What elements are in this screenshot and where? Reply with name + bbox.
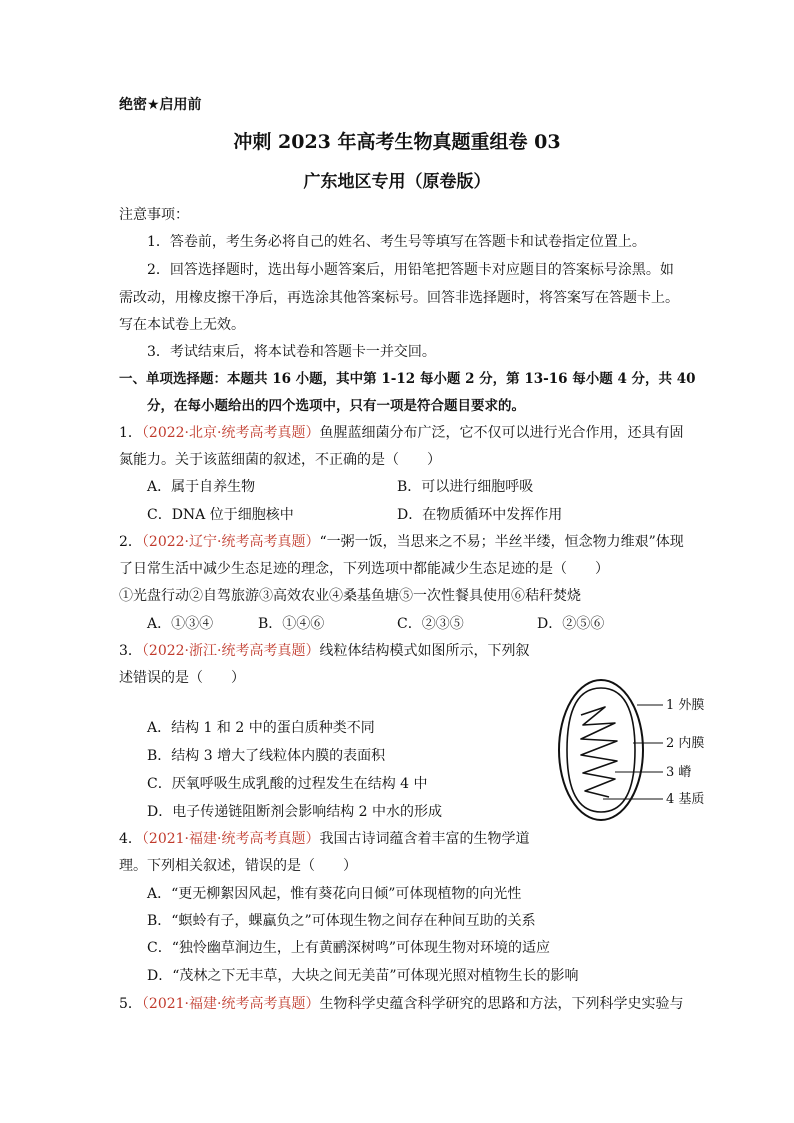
question-number: 2． (119, 534, 142, 550)
question-4-line-2: 理。下列相关叙述，错误的是（ ） (119, 858, 357, 874)
question-stem: 线粒体结构模式如图所示，下列叙 (319, 643, 530, 659)
question-number: 1． (119, 425, 142, 441)
q4-option-b: B．“螟蛉有子，蜾蠃负之”可体现生物之间存在种间互助的关系 (147, 913, 536, 929)
label-matrix: 4 基质 (666, 792, 705, 807)
note-item-1: 1．答卷前，考生务必将自己的姓名、考生号等填写在答题卡和试卷指定位置上。 (147, 234, 646, 250)
question-1-line-1 (119, 423, 683, 443)
question-stem: 鱼腥蓝细菌分布广泛，它不仅可以进行光合作用，还具有固 (319, 425, 684, 441)
question-1-line-2: 氮能力。关于该蓝细菌的叙述，不正确的是（ ） (119, 452, 441, 468)
question-number: 3． (119, 643, 142, 659)
question-source: （2021·福建·统考高考真题） (141, 996, 320, 1012)
q4-option-d: D．“茂林之下无丰草，大块之间无美苗”可体现光照对植物生长的影响 (147, 968, 579, 984)
q1-option-d: D．在物质循环中发挥作用 (397, 507, 563, 523)
q2-option-d: D．②⑤⑥ (537, 616, 605, 632)
q2-option-b: B．①④⑥ (258, 616, 325, 632)
question-number: 5． (119, 996, 142, 1012)
note-item-2-line-1: 2．回答选择题时，选出每小题答案后，用铅笔把答题卡对应题目的答案标号涂黑。如 (147, 262, 674, 278)
question-number: 4． (119, 831, 142, 847)
q3-option-b: B．结构 3 增大了线粒体内膜的表面积 (147, 748, 386, 764)
question-source: （2022·北京·统考高考真题） (141, 425, 320, 441)
question-source: （2021·福建·统考高考真题） (141, 831, 320, 847)
question-2-line-3: ①光盘行动②自驾旅游③高效农业④桑基鱼塘⑤一次性餐具使用⑥秸秆焚烧 (119, 588, 581, 604)
question-stem: 生物科学史蕴含科学研究的思路和方法，下列科学史实验与 (319, 996, 684, 1012)
question-source: （2022·辽宁·统考高考真题） (141, 534, 320, 550)
question-5-line-1 (119, 994, 683, 1014)
q3-option-d: D．电子传递链阻断剂会影响结构 2 中水的形成 (147, 804, 443, 820)
q2-option-c: C．②③⑤ (397, 616, 464, 632)
q2-option-a: A．①③④ (147, 616, 214, 632)
question-4-line-1 (119, 829, 529, 849)
q4-option-c: C．“独怜幽草涧边生，上有黄鹂深树鸣”可体现生物对环境的适应 (147, 940, 551, 956)
section-heading-line-1: 一、单项选择题：本题共 16 小题，其中第 1-12 每小题 2 分，第 13-16 每小题 4 分，共 40 (119, 371, 696, 387)
question-source: （2022·浙江·统考高考真题） (141, 643, 320, 659)
q4-option-a: A．“更无柳絮因风起，惟有葵花向日倾”可体现植物的向光性 (147, 886, 522, 902)
label-outer-membrane: 1 外膜 (666, 698, 705, 713)
note-item-2-line-3: 写在本试卷上无效。 (119, 317, 245, 333)
label-cristae: 3 嵴 (666, 765, 692, 780)
q1-option-a: A．属于自养生物 (147, 479, 256, 495)
page-subtitle: 广东地区专用（原卷版） (303, 172, 491, 192)
question-stem: 我国古诗词蕴含着丰富的生物学道 (319, 831, 530, 847)
question-stem: “一粥一饭，当思来之不易；半丝半缕，恒念物力维艰”体现 (319, 534, 684, 550)
question-2-line-1 (119, 532, 684, 552)
q1-option-c: C．DNA 位于细胞核中 (147, 507, 294, 523)
q1-option-b: B．可以进行细胞呼吸 (397, 479, 534, 495)
confidential-label: 绝密★启用前 (119, 97, 202, 113)
question-3-line-1 (119, 641, 529, 661)
notes-heading: 注意事项： (119, 207, 189, 223)
note-item-3: 3．考试结束后，将本试卷和答题卡一并交回。 (147, 344, 436, 360)
section-heading-line-2: 分，在每小题给出的四个选项中，只有一项是符合题目要求的。 (147, 398, 525, 414)
page-title: 冲刺 2023 年高考生物真题重组卷 03 (233, 131, 561, 153)
label-inner-membrane: 2 内膜 (666, 736, 705, 751)
q3-option-c: C．厌氧呼吸生成乳酸的过程发生在结构 4 中 (147, 776, 428, 792)
question-2-line-2: 了日常生活中减少生态足迹的理念，下列选项中都能减少生态足迹的是（ ） (119, 561, 609, 577)
q3-option-a: A．结构 1 和 2 中的蛋白质种类不同 (147, 720, 375, 736)
mitochondrion-diagram (553, 675, 723, 825)
note-item-2-line-2: 需改动，用橡皮擦干净后，再选涂其他答案标号。回答非选择题时，将答案写在答题卡上。 (119, 290, 679, 306)
inner-membrane-cristae (567, 688, 635, 812)
question-3-line-2: 述错误的是（ ） (119, 670, 245, 686)
